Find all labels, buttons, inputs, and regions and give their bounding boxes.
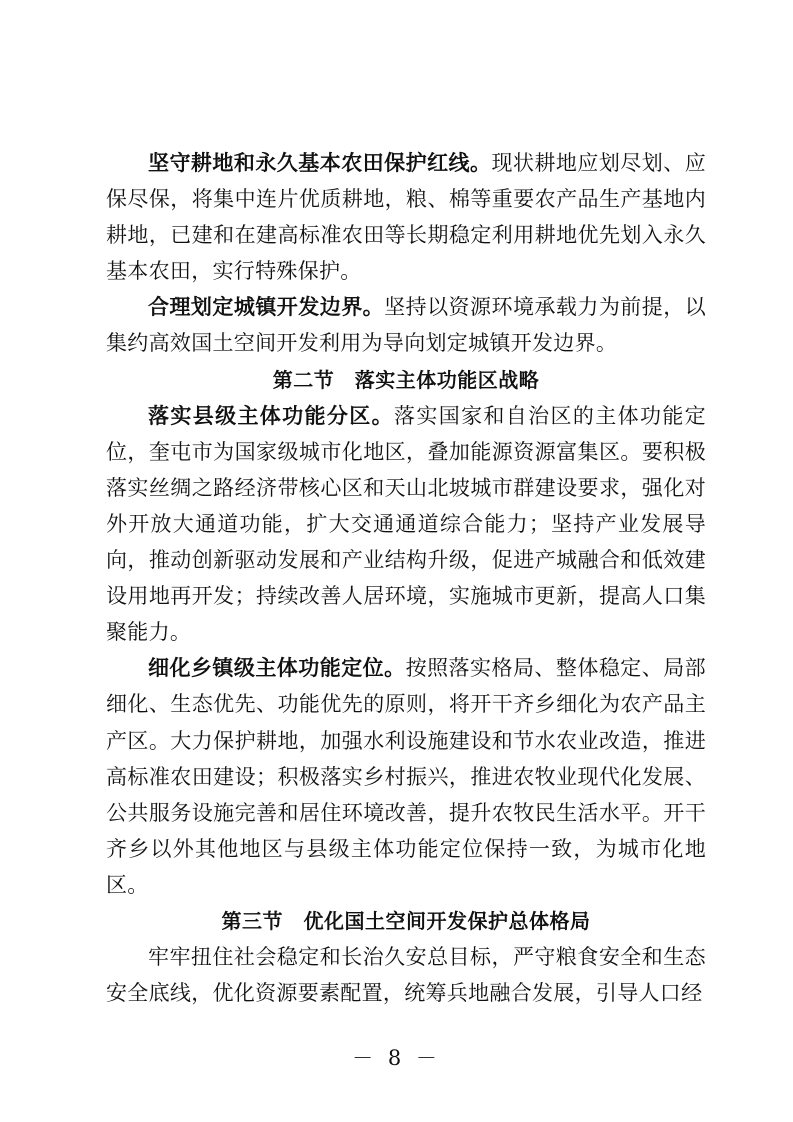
paragraph-lead-text: 细化乡镇级主体功能定位。 [148,656,406,681]
paragraph-urban-boundary [106,289,706,361]
paragraph-body-text: 按照落实格局、整体稳定、局部细化、生态优先、功能优先的原则，将开干齐乡细化为农产品主产区。大力保护耕地，加强水利设施建设和节水农业改造，推进高标准农田建设；积极落实乡村振兴，推进农牧业现代化发展、公共服务设施完善和居住环境改善，提升农牧民生活水平。开干齐乡以外其他地区与县级主体功能定位保持一致，为城市化地区。 [106,656,706,897]
document-body [106,145,706,1011]
paragraph-farmland-redline [106,145,706,289]
section-heading-3: 第三节 优化国土空间开发保护总体格局 [221,908,591,933]
paragraph-lead-text: 合理划定城镇开发边界。 [148,295,385,320]
paragraph-lead-text: 落实县级主体功能分区。 [148,403,394,428]
paragraph-overall-pattern: 牢牢扭住社会稳定和长治久安总目标，严守粮食安全和生态安全底线，优化资源要素配置，统筹兵地融合发展，引导人口经 [106,945,706,1006]
paragraph-body-text: 现状耕地应划尽划、应保尽保，将集中连片优质耕地，粮、棉等重要农产品生产基地内耕地，已建和在建高标准农田等长期稳定利用耕地优先划入永久基本农田，实行特殊保护。 [106,151,706,284]
page-number: － 8 － [352,1046,441,1070]
paragraph-lead-text: 坚守耕地和永久基本农田保护红线。 [148,151,492,175]
paragraph-county-function-zone [106,398,706,651]
paragraph-body-text: 坚持以资源环境承载力为前提，以集约高效国土空间开发利用为导向划定城镇开发边界。 [106,295,706,356]
paragraph-body-text: 落实国家和自治区的主体功能定位，奎屯市为国家级城市化地区，叠加能源资源富集区。要积极落实丝绸之路经济带核心区和天山北坡城市群建设要求，强化对外开放大通道功能，扩大交通通道综合能力；坚持产业发展导向，推动创新驱动发展和产业结构升级，促进产城融合和低效建设用地再开发；持续改善人居环境，实施城市更新，提高人口集聚能力。 [106,403,706,645]
paragraph-township-function [106,650,706,903]
section-heading-2: 第二节 落实主体功能区战略 [272,367,540,392]
